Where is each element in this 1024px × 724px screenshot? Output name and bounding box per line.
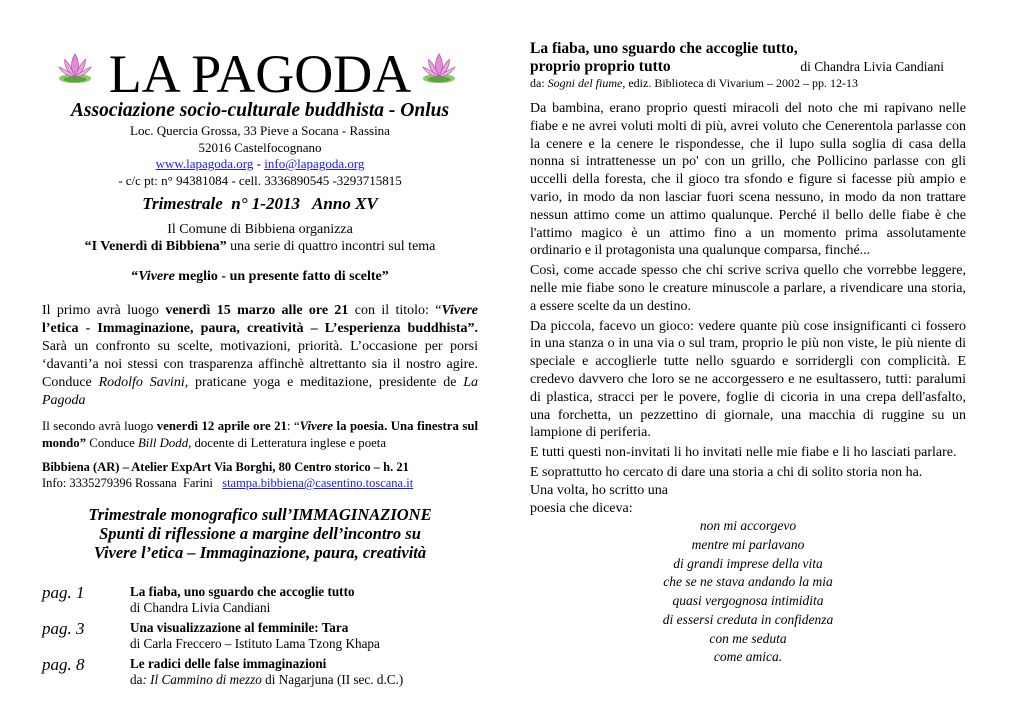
toc-page: pag. 3 — [42, 619, 85, 638]
article-title — [530, 40, 966, 76]
monograph-heading — [42, 505, 478, 562]
event-title: l’etica - Immaginazione, paura, creatività – L’esperienza buddhista”. — [42, 321, 478, 336]
article-paragraph: Da bambina, erano proprio questi miracoli del noto che mi rapivano nelle fiabe e ne avrei voluti molti di più, avrei voluto che Cenerentola parlasse con la cenere e la cenere le rispondesse, che il lupo sulla soglia di casa della nonna si intrattenesse un po' con un grillo, che Pollicino parlasse con gli uccelli della foresta, che il gioco tra sfondo e figure si facesse più ampio e vario, in modo da non lasciar fuori scena nessuno, in modo da non trattare nessun attimo come un attimo qualunque. Perché il bello delle fiabe è che l'attimo magico è un attimo fino a un momento prima assolutamente ordinario e il protagonista una qualunque comparsa, finché... — [530, 101, 966, 259]
masthead-title: LA PAGODA — [108, 44, 412, 104]
monograph-word: Vivere — [93, 543, 137, 562]
article-body — [530, 100, 966, 667]
contacts-line: - c/c pt: n° 94381084 - cell. 3336890545 -3293715815 — [118, 172, 402, 188]
poem-line: di essersi creduta in confidenza — [662, 611, 834, 627]
table-of-contents — [42, 584, 478, 692]
comune-series-line — [42, 238, 478, 255]
issue-line: Trimestrale n° 1-2013 Anno XV — [142, 194, 378, 213]
association-name: Associazione socio-culturale buddhista - Onlus — [70, 100, 450, 121]
toc-author-name: di Nagarjuna (II sec. d.C.) — [261, 672, 404, 687]
toc-page: pag. 8 — [42, 655, 85, 674]
poem-line: come amica. — [713, 649, 783, 665]
toc-entry[interactable] — [42, 620, 478, 652]
source-details: , ediz. Biblioteca di Vivarium – 2002 – pp. 12-13 — [622, 76, 859, 90]
poem-line: quasi vergognosa intimidita — [672, 593, 824, 609]
address-block — [42, 123, 478, 189]
press-email-link[interactable]: stampa.bibbiena@casentino.toscana.it — [222, 476, 414, 490]
article-paragraph: Così, come accade spesso che chi scrive scriva quello che vorrebbe leggere, nelle mie fiabe sono le creature minuscole a parlare, a rivendicare una storia, a essere scelte da un destino. — [530, 263, 966, 314]
info-phone: Info: 3335279396 Rossana Farini — [42, 476, 223, 490]
comune-block — [42, 221, 478, 255]
website-link[interactable]: www.lapagoda.org — [155, 156, 254, 171]
article-source — [530, 76, 966, 90]
org-name: La Pagoda — [42, 375, 479, 408]
article-title-line: La fiaba, uno sguardo che accoglie tutto, — [530, 40, 798, 57]
poem-line: non mi accorgevo — [699, 518, 797, 534]
poem — [530, 517, 966, 667]
theme-italic: Vivere — [138, 269, 175, 284]
text: : “ — [286, 419, 300, 433]
event-date: venerdì 15 marzo alle ore 21 — [165, 303, 349, 318]
left-column — [42, 0, 478, 724]
text: Il primo avrà luogo — [42, 303, 166, 318]
event-title-italic: Vivere — [299, 419, 334, 433]
series-name: “I Venerdì di Bibbiena” — [84, 239, 227, 254]
links-line — [42, 156, 478, 173]
theme-rest: meglio - un presente fatto di scelte” — [174, 269, 389, 284]
poem-line: con me seduta — [709, 630, 787, 646]
monograph-line: Spunti di riflessione a margine dell’incontro su — [99, 524, 421, 543]
text: con il titolo: “ — [348, 303, 442, 318]
toc-title: Una visualizzazione al femminile: Tara — [130, 620, 349, 635]
source-prefix: da: — [530, 76, 548, 90]
toc-author — [130, 672, 478, 688]
lotus-flower-icon — [420, 50, 458, 86]
monograph-rest: l’etica – Immaginazione, paura, creatività — [136, 543, 427, 562]
first-event-paragraph — [42, 302, 478, 410]
article-title-line: proprio proprio tutto — [530, 58, 671, 75]
article-paragraph: E tutti questi non-invitati li ho invitati nelle mie fiabe e li ho lasciati parlare. — [530, 445, 957, 461]
toc-author: di Carla Freccero – Istituto Lama Tzong Khapa — [130, 636, 380, 651]
article-author: di Chandra Livia Candiani — [800, 59, 944, 74]
comune-line: Il Comune di Bibbiena organizza — [167, 222, 353, 237]
toc-author-prefix: da — [130, 672, 143, 687]
toc-page: pag. 1 — [42, 583, 85, 602]
venue-line: Bibbiena (AR) – Atelier ExpArt Via Borghi, 80 Centro storico – h. 21 — [42, 460, 409, 474]
toc-title: Le radici delle false immaginazioni — [130, 656, 327, 671]
article-line: poesia che diceva: — [530, 500, 633, 516]
right-column — [530, 0, 966, 724]
monograph-line: Trimestrale monografico sull’IMMAGINAZIONE — [88, 505, 432, 524]
poem-line: mentre mi parlavano — [691, 537, 805, 553]
lotus-flower-icon — [56, 50, 94, 86]
toc-source-title: : Il Cammino di mezzo — [142, 672, 262, 687]
text: , docente di Letteratura inglese e poeta — [188, 436, 387, 450]
event-title: la poesia. Una finestra sul mondo” — [42, 419, 478, 450]
toc-entry[interactable] — [42, 584, 478, 616]
info-line — [42, 475, 478, 491]
text: praticane yoga e meditazione, presidente de — [188, 375, 464, 390]
link-separator: - — [253, 156, 265, 171]
theme-line — [42, 269, 478, 285]
article-paragraph: E soprattutto ho cercato di dare una storia a chi di solito storia non ha. — [530, 464, 923, 480]
article-paragraph: Da piccola, facevo un gioco: vedere quante più cose insignificanti ci fossero in una stanza o in una via o sul tram, proprio le più non viste, le più niente di speciale e accoglierle tutte nello sguardo e sorridergli con complicità. E credevo davvero che loro se ne accorgessero e ne esultassero, tutti: paralumi di plastica, stracci per le povere, foglie di cicoria in una crepa dell'asfalto, una forchetta, un pezzettino di giornale, una macchia di ruggine su un lampione di periferia. — [530, 318, 966, 441]
email-link[interactable]: info@lapagoda.org — [264, 156, 365, 171]
toc-entry[interactable] — [42, 656, 478, 688]
theme-quote: “ — [131, 269, 139, 284]
poem-line: che se ne stava andando la mia — [663, 574, 833, 590]
text: Il secondo avrà luogo — [42, 419, 157, 433]
speaker-name: Rodolfo Savini, — [98, 375, 189, 390]
venue-block — [42, 459, 478, 491]
event-title-italic: Vivere — [441, 303, 478, 318]
second-event-paragraph — [42, 418, 478, 452]
poem-line: di grandi imprese della vita — [673, 555, 823, 571]
masthead — [42, 44, 478, 108]
text: Conduce — [86, 436, 138, 450]
text: Sarà un confronto su scelte, motivazioni, priorità. L’occasione per porsi ‘davanti’a noi stessi con trasparenza affinchè altrettanto sia il nostro agire. Conduce — [42, 339, 478, 390]
source-book: Sogni del fiume — [547, 76, 623, 90]
address-line: Loc. Quercia Grossa, 33 Pieve a Socana - Rassina — [130, 123, 390, 138]
toc-title: La fiaba, uno sguardo che accoglie tutto — [130, 584, 355, 599]
address-line: 52016 Castelfocognano — [198, 139, 322, 155]
monograph-line — [42, 543, 478, 562]
speaker-name: Bill Dodd — [137, 436, 189, 450]
article-line: Una volta, ho scritto una — [530, 482, 669, 498]
series-description: una serie di quattro incontri sul tema — [226, 239, 436, 254]
event-date: venerdì 12 aprile ore 21 — [156, 419, 287, 433]
toc-author: di Chandra Livia Candiani — [130, 600, 271, 615]
